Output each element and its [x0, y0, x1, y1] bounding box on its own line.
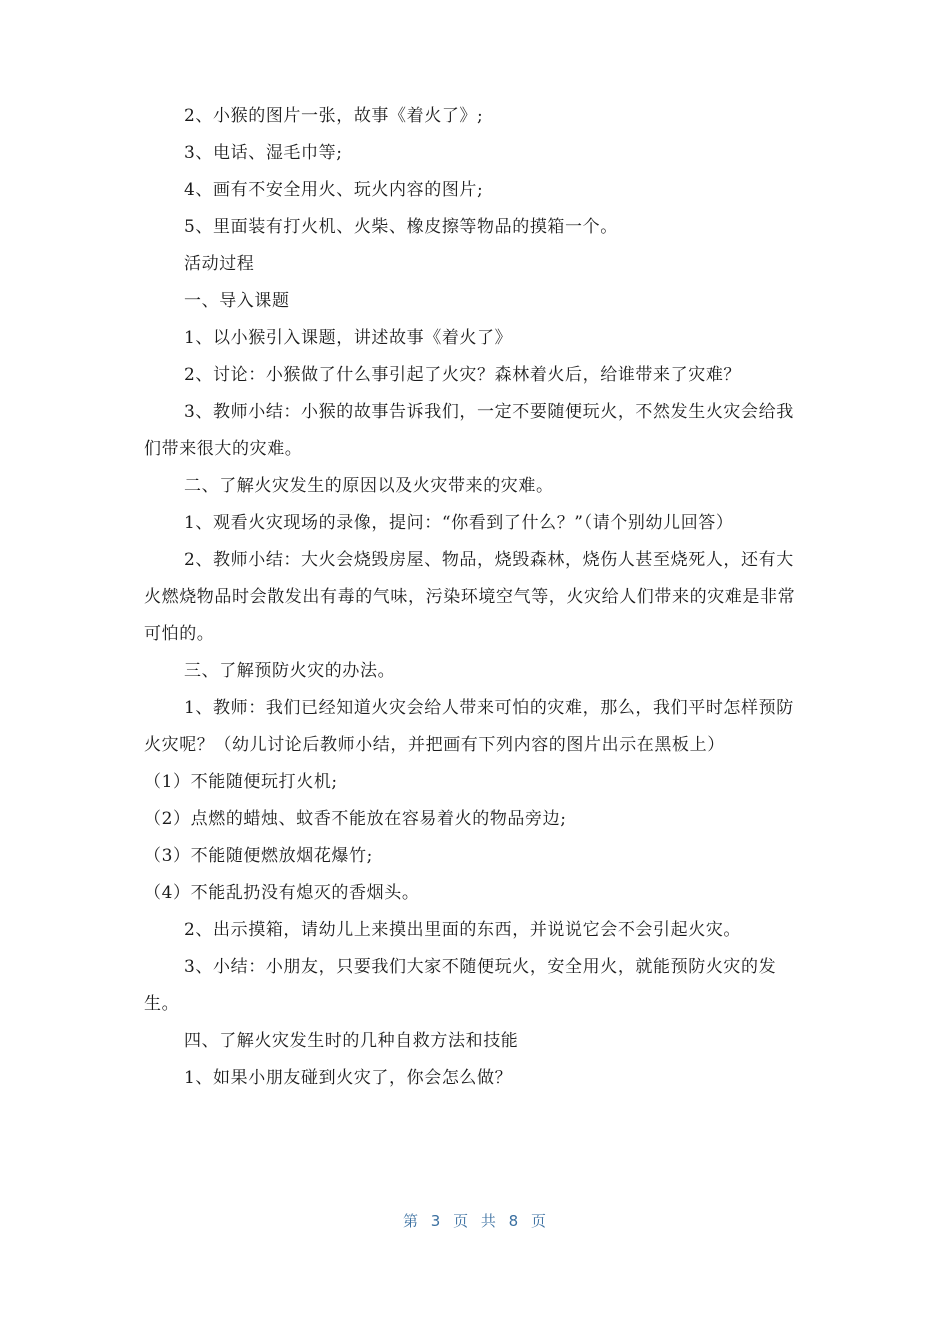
section-heading: 二、了解火灾发生的原因以及火灾带来的灾难。 — [184, 476, 554, 496]
paragraph: 3、电话、湿毛巾等; — [184, 143, 343, 163]
paragraph: 2、教师小结：大火会烧毁房屋、物品，烧毁森林，烧伤人甚至烧死人，还有大火燃烧物品时会散发出有毒的气味，污染环境空气等，火灾给人们带来的灾难是非常可怕的。 — [144, 550, 796, 644]
list-item: （2）点燃的蜡烛、蚊香不能放在容易着火的物品旁边; — [144, 809, 567, 829]
paragraph: 3、小结：小朋友，只要我们大家不随便玩火，安全用火，就能预防火灾的发生。 — [144, 957, 777, 1014]
document-body — [144, 98, 808, 1097]
paragraph: 5、里面装有打火机、火柴、橡皮擦等物品的摸箱一个。 — [184, 217, 618, 237]
section-heading: 活动过程 — [184, 254, 255, 274]
paragraph: 1、如果小朋友碰到火灾了，你会怎么做？ — [184, 1068, 513, 1088]
paragraph: 3、教师小结：小猴的故事告诉我们，一定不要随便玩火，不然发生火灾会给我们带来很大的灾难。 — [144, 402, 794, 459]
paragraph: 2、小猴的图片一张，故事《着火了》; — [184, 106, 484, 126]
page-number-footer: 第 3 页 共 8 页 — [403, 1212, 547, 1230]
paragraph: 1、以小猴引入课题，讲述故事《着火了》 — [184, 328, 513, 348]
section-heading: 三、了解预防火灾的办法。 — [184, 661, 396, 681]
section-heading: 一、导入课题 — [184, 291, 290, 311]
paragraph: 4、画有不安全用火、玩火内容的图片; — [184, 180, 484, 200]
paragraph: 2、讨论：小猴做了什么事引起了火灾？森林着火后，给谁带来了灾难？ — [184, 365, 742, 385]
list-item: （1）不能随便玩打火机; — [144, 772, 338, 792]
section-heading: 四、了解火灾发生时的几种自救方法和技能 — [184, 1031, 519, 1051]
paragraph: 1、教师：我们已经知道火灾会给人带来可怕的灾难，那么，我们平时怎样预防火灾呢？（幼儿讨论后教师小结，并把画有下列内容的图片出示在黑板上） — [144, 698, 794, 755]
list-item: （4）不能乱扔没有熄灭的香烟头。 — [144, 883, 420, 903]
paragraph: 2、出示摸箱，请幼儿上来摸出里面的东西，并说说它会不会引起火灾。 — [184, 920, 742, 940]
list-item: （3）不能随便燃放烟花爆竹; — [144, 846, 373, 866]
paragraph: 1、观看火灾现场的录像，提问：“你看到了什么？”（请个别幼儿回答） — [184, 513, 734, 533]
